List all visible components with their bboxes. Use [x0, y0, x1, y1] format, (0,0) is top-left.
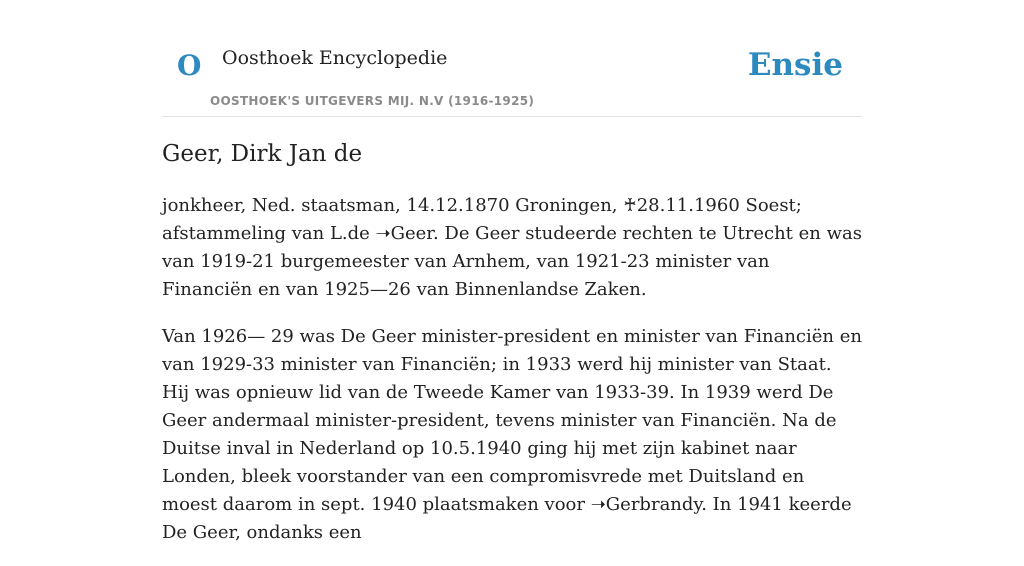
- page: [162, 0, 862, 543]
- source-name-link[interactable]: Oosthoek Encyclopedie: [222, 47, 448, 69]
- header: [162, 0, 862, 117]
- link-gerbrandy[interactable]: ➝Gerbrandy: [590, 494, 702, 515]
- publisher-label: OOSTHOEK'S UITGEVERS MIJ. N.V (1916-1925): [210, 94, 535, 108]
- paragraph-2-text-start: Van 1926— 29 was De Geer minister-president en minister van Financiën en van 1929-33 minister van Financiën; in 1933 werd hij minister van Staat. Hij was opnieuw lid van de Tweede Kamer van 1933-39. In 1939 werd De Geer andermaal minister-president, tevens minister van Financiën. Na de Duitse inval in Nederland op 10.5.1940 ging hij met zijn kabinet naar Londen, bleek voorstander van een compromisvrede met Duitsland en moest daarom in sept. 1940 plaatsmaken voor: [162, 326, 862, 515]
- paragraph-1-text-end: . De Geer studeerde rechten te Utrecht en was van 1919-21 burgemeester van Arnhem, van 1921-23 minister van Financiën en van 1925—26 van Binnenlandse Zaken.: [162, 223, 862, 300]
- article-title: Geer, Dirk Jan de: [162, 141, 363, 167]
- source-logo[interactable]: O: [177, 49, 202, 82]
- paragraph-2-text-end: . In 1941 keerde De Geer, ondanks een: [162, 494, 852, 543]
- paragraph-2: [162, 323, 862, 547]
- paragraph-1: [162, 192, 862, 304]
- link-geer[interactable]: ➝Geer: [375, 223, 433, 244]
- ensie-logo-link[interactable]: Ensie: [747, 47, 843, 83]
- article-body: [162, 192, 862, 566]
- paragraph-1-text-start: jonkheer, Ned. staatsman, 14.12.1870 Groningen, ♰28.11.1960 Soest; afstammeling van L.de: [162, 195, 802, 244]
